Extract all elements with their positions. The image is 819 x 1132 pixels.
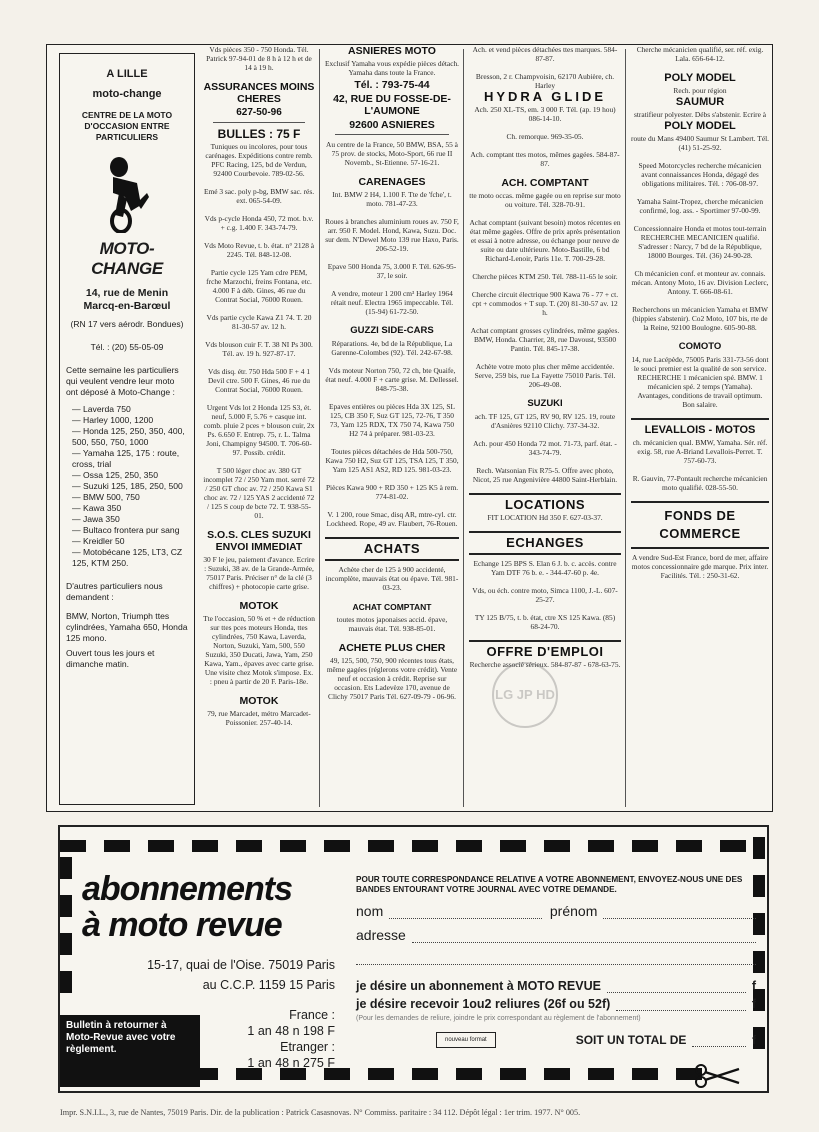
subscription-prices — [220, 1007, 335, 1071]
classified-ad: Vds partie cycle Kawa Z1 74. T. 20 81-30-57 av. 12 h. — [206, 313, 312, 331]
classified-ad: Partie cycle 125 Yam cdre PEM, frche Marzochi, freins Fontana, etc. 4.000 F à déb. Gines, 46 rue du Contrat Social, 76000 Rouen. — [206, 268, 312, 304]
classified-ad: Achète cher de 125 à 900 accidenté, incomplète, mauvais état ou épave. Tél. 981-03-23. — [325, 565, 459, 592]
ad-heading: MOTOK — [239, 600, 279, 612]
ccp-number: au C.C.P. 1159 15 Paris — [202, 978, 335, 992]
ad-heading: S.O.S. CLES SUZUKI ENVOI IMMEDIAT — [207, 529, 311, 553]
binder-note: (Pour les demandes de reliure, joindre le prix correspondant au règlement de l'abonnement) — [356, 1015, 641, 1022]
classified-ad: Rech. Watsonian Fix R75-5. Offre avec photo, Nicot, 25 rue Angenivière 44800 Saint-Herblain. — [472, 466, 618, 484]
etranger-price: 1 an 48 n 275 F — [247, 1056, 335, 1070]
classified-ad: 14, rue Lacépède, 75005 Paris 331-73-56 dont le souci premier est la qualité de son service. RECHERCHE 1 mécanicien spé. BMW. 1 mécanicien spé. 2 temps (Yamaha). Avantages, conditions de travail optimum. Bon salaire. — [631, 355, 769, 409]
total-label: SOIT UN TOTAL DE — [575, 1033, 687, 1047]
classified-ad: Rech. pour région — [673, 86, 727, 95]
classified-ad: Recherche associé sérieux. 584-87-87 - 678-63-75. — [469, 660, 621, 669]
subscription-title-line1: abonnements — [82, 870, 293, 908]
binder-option[interactable] — [356, 997, 756, 1011]
nouveau-format-badge: nouveau format — [436, 1032, 496, 1048]
ad-city: 92600 ASNIERES — [349, 119, 435, 131]
classified-ad: Cherche circuit électrique 900 Kawa 76 - 77 + ct. cpt + commodos + T sup. T. (20) 81-30-57 av. 12 h. — [471, 290, 619, 317]
ad-heading: CARENAGES — [358, 176, 426, 188]
list-item: — Bultaco frontera pur sang — [72, 525, 180, 535]
subscription-title-line2: à moto revue — [82, 906, 282, 944]
classified-ad: Vds moteur Norton 750, 72 ch, bte Quaife, état neuf. 4.000 F + carte grise. M. Dellessel. 848-75-38. — [325, 366, 459, 393]
classified-ad: Ach. et vend pièces détachées ttes marques. 584-87-87. — [472, 45, 618, 63]
list-item: — Honda 125, 250, 350, 400, 500, 550, 750, 1000 — [72, 426, 185, 447]
list-item: — Motobécane 125, LT3, CZ 125, KTM 250. — [72, 547, 183, 568]
classified-ad: T 500 léger choc av. 380 GT incomplet 72 / 250 Yam mot. serré 72 / 250 GT choc av. 72 / 250 Kawa S1 choc av. 72 / 125 YAS 2 accidenté 72 / 125 S coup de bcte 72. T. 938-55-01. — [203, 466, 315, 520]
adresse-field[interactable] — [412, 931, 756, 943]
classified-ad: Vds disq. étr. 750 Hda 500 F + 4 1 Devil ctre. 500 F. Gines, 46 rue du Contrat Social, 76000 Rouen. — [207, 367, 311, 394]
amount-field[interactable] — [607, 979, 746, 993]
classified-ad: Cherche mécanicien qualifié, ser. réf. exig. Lala. 656-64-12. — [636, 45, 764, 63]
ad-heading: MOTOK — [239, 695, 279, 707]
classified-ad: A vendre, moteur 1 200 cm³ Harley 1964 rétait neuf. Electra 1965 impeccable. Tél. (15-94) 61-72-50. — [330, 289, 454, 316]
binder-option-label: je désire recevoir 1ou2 reliures (26f ou 52f) — [356, 997, 611, 1011]
classified-ad: Toutes pièces détachées de Hda 500-750, Kawa 750 H2, Suz GT 125, TSA 125, T 350, Yam 125 AS1 AS2, RD 125. 981-03-23. — [325, 447, 459, 474]
classified-ad: TY 125 B/75, t. b. état, ctre XS 125 Kawa. (85) 68-24-70. — [474, 613, 616, 631]
ad-heading: ACH. COMPTANT — [501, 177, 589, 189]
classified-ad: route du Mans 49400 Saumur St Lambert. Tél. (41) 51-25-92. — [631, 134, 769, 152]
list-item: — Kreidler 50 — [72, 536, 125, 546]
classified-ad: Ach. comptant ttes motos, mêmes gagées. 584-87-87. — [470, 150, 620, 168]
amount-field[interactable] — [616, 997, 746, 1011]
scissors-icon — [693, 1063, 741, 1089]
classified-ad: Vds pièces 350 - 750 Honda. Tél. Patrick 97-94-01 de 8 h à 12 h et de 14 à 19 h. — [206, 45, 312, 72]
currency-label: f — [752, 1033, 756, 1047]
subscription-option[interactable] — [356, 979, 756, 993]
divider — [469, 640, 621, 642]
divider — [335, 134, 449, 135]
classified-ad: Ach. pour 450 Honda 72 mot. 71-73, parf. état. - 343-74-79. — [473, 439, 617, 457]
total-row — [356, 1032, 756, 1048]
classified-ad: tte moto occas. même gagée ou en reprise sur moto ou voiture. Tél. 328-70-91. — [469, 191, 621, 209]
classifieds-page — [46, 44, 773, 812]
ad-address — [66, 287, 188, 313]
ad-heading: ASNIERES MOTO — [348, 45, 436, 57]
ad-heading: SUZUKI — [527, 398, 563, 409]
column-2 — [203, 45, 315, 811]
ad-city: A LILLE — [106, 68, 148, 80]
adresse-label: adresse — [356, 927, 406, 943]
classified-ad: Recherchons un mécanicien Yamaha et BMW (hippies s'abstenir). Co2 Moto, 107 bis, rte de la Reine, 92100 Boulogne. 605-90-88. — [632, 305, 768, 332]
subscription-address — [120, 955, 335, 995]
classified-ad: Vds Moto Revue, t. b. état. n° 2128 à 2245. Tél. 848-12-08. — [203, 241, 315, 259]
ad-heading: ACHAT COMPTANT — [352, 602, 432, 612]
ad-route: (RN 17 vers aérodr. Bondues) — [70, 319, 184, 329]
cut-line-left — [60, 857, 74, 997]
classified-ad: Vds, ou éch. contre moto, Simca 1100, J.-L. 607-25-27. — [472, 586, 618, 604]
address-row-2 — [356, 953, 756, 965]
classified-ad: Achète votre moto plus cher même accidentée. Serve, 259 bis, rue La Fayette 75010 Paris. Tél. 206-49-08. — [474, 362, 616, 389]
classified-ad: 30 F le jeu, paiement d'avance. Ecrire : Suzuki, 38 av. de la Grande-Armée, 75017 Paris. Préciser n° de la clé (3 chiffres) + photocopie carte grise. — [203, 555, 315, 591]
subscription-option-label: je désire un abonnement à MOTO REVUE — [356, 979, 601, 993]
ad-bike-list — [66, 404, 188, 569]
classified-ad: R. Gauvin, 77-Pontault recherche mécanicien moto qualifié. 028-55-50. — [632, 474, 768, 492]
list-item: — BMW 500, 750 — [72, 492, 140, 502]
section-heading-echanges: ECHANGES — [506, 535, 584, 550]
column-5 — [631, 45, 769, 811]
classified-ad: Cherche pièces KTM 250. Tél. 788-11-65 le soir. — [472, 272, 618, 281]
classified-ad: Achat comptant (suivant besoin) motos récentes en état même gagées. Offre de prix après présentation et essai à notre adresse, ou échange pour neuve de suite ou date ultérieure. Moto-Bastille, 6 bd Richard-Lenoir, Paris 11e. T. 700-29-28. — [469, 218, 621, 263]
classified-ad: Roues à branches aluminium roues av. 750 F, arr. 950 F. Model. Hond, Kawa, Suzu. Doc. sur dem. N'Dewel Moto 139 rue Haxo, Paris. 206-52-19. — [325, 217, 459, 253]
ad-demand-list: BMW, Norton, Triumph ttes cylindrées, Yamaha 650, Honda 125 mono. — [66, 611, 188, 643]
divider — [631, 547, 769, 549]
nom-field[interactable] — [389, 907, 542, 919]
classified-ad: ach. TF 125, GT 125, RV 90, RV 125. 19, route d'Asnières 92110 Clichy. 737-34-32. — [474, 412, 616, 430]
subscription-coupon — [58, 825, 769, 1093]
address-row — [356, 927, 756, 943]
publisher-address: 15-17, quai de l'Oise. 75019 Paris — [147, 958, 335, 972]
classified-ad: ch. mécanicien qual. BMW, Yamaha. Sér. réf. exig. 58, rue A-Briand Levallois-Perret. T. 757-60-73. — [632, 438, 768, 465]
ad-heading: BULLES : 75 F — [217, 127, 301, 141]
classified-ad: Epaves entières ou pièces Hda 3X 125, SL 125, CB 350 F, Suz GT 125, 72-76, T 350 73, Yam 125 RDX, TX 750 74, Kawa 750 H2 74 à préparer. 981-03-23. — [328, 402, 456, 438]
classified-ad: Tte l'occasion, 50 % et + de réduction sur ttes pces moteurs Honda, ttes cylindrées, 750 Kawa, Laverda, Norton, Suzuki, Yam, 500, 550 Suzuki, 350 Ducati, Jawa, Yam, 250 Kawa, Yam., épaves avec carte grise. Une visite chez Motok s'impose. Ex. : pneu à partir de 20 F. Paris-18e. — [203, 614, 315, 686]
currency-label: f — [751, 979, 756, 993]
list-item: — Kawa 350 — [72, 503, 122, 513]
ad-heading: POLY MODEL — [664, 72, 736, 84]
subscription-title — [82, 871, 292, 943]
ad-heading: COMOTO — [678, 341, 722, 352]
france-label: France : — [289, 1008, 335, 1022]
section-heading-fonds-de-commerce: FONDS DE COMMERCE — [659, 508, 741, 541]
classified-ad: Ch. remorque. 969-35-05. — [506, 132, 584, 141]
france-price: 1 an 48 n 198 F — [247, 1024, 335, 1038]
list-item: — Ossa 125, 250, 350 — [72, 470, 158, 480]
classified-ad: Emé 3 sac. poly p-bg, BMW sac. rés. ext. 065-54-09. — [203, 187, 315, 205]
ad-address-line1: 14, rue de Menin — [85, 287, 169, 299]
divider — [213, 122, 305, 123]
classified-ad: Urgent Vds lot 2 Honda 125 S3, ét. neuf, 5.000 F, 5.76 + casque int. comb. pluie 2 pces + blouson cuir, 2x Ps. 6.650 F. Entrep. 75, r. L. Talma Joni, Champigny 94500. T. 706-60-97. Possib. crédit. — [203, 403, 315, 457]
ad-heading: GUZZI SIDE-CARS — [350, 325, 434, 336]
classified-ad: 49, 125, 500, 750, 900 récentes tous états, même gagées (réglerons votre crédit). Vente neuf et occasion à crédit. Reprise sur occasion. Ets Ladevèze 170, avenue de Clichy 75017 Paris Tél. 627-09-79 - 06-96. — [326, 656, 458, 701]
name-row — [356, 903, 756, 919]
currency-label: f — [751, 997, 756, 1011]
total — [576, 1033, 756, 1047]
divider — [325, 537, 459, 539]
ad-address-line2: Marcq-en-Barœul — [83, 300, 171, 312]
ad-demand-intro: D'autres particuliers nous demandent : — [66, 581, 163, 602]
ad-centre: CENTRE DE LA MOTO D'OCCASION ENTRE PARTICULIERS — [81, 110, 173, 142]
classified-ad: Tuniques ou incolores, pour tous carénages. Expéditions contre remb. PFC Racing, 125, bd de Verdun, 92400 Courbevoie. 789-02-56. — [205, 142, 313, 178]
classified-ad: Réparations. 4e, bd de la République, La Garenne-Colombes (92). Tél. 242-67-98. — [331, 339, 453, 357]
classified-ad: Vds blouson cuir F. T. 38 NI Ps 300. Tél. av. 19 h. 927-87-17. — [205, 340, 313, 358]
ad-phone: Tél. : 793-75-44 — [354, 79, 430, 91]
ad-phone: 627-50-96 — [236, 107, 282, 118]
bulletin-notice: Bulletin à retourner à Moto-Revue avec votre règlement. — [60, 1015, 200, 1087]
nom-label: nom — [356, 903, 384, 919]
classified-ad: Epave 500 Honda 75, 3.000 F. Tél. 626-95-37, le soir. — [327, 262, 457, 280]
divider — [469, 531, 621, 533]
imprint-footer: Impr. S.N.I.L., 3, rue de Nantes, 75019 Paris. Dir. de la publication : Patrick Casasnovas. N° Commiss. paritaire : 34 112. Dépôt légal : 1er trim. 1977. N° 005. — [60, 1108, 581, 1117]
classified-ad: Yamaha Saint-Tropez, cherche mécanicien confirmé, log. ass. - Sportimer 97-00-99. — [636, 197, 764, 215]
classified-ad: V. 1 200, roue Smac, disq AR, mtre-cyl. ctr. Lockheed. Rope, 49 av. Flaubert, 76-Rouen. — [326, 510, 458, 528]
total-field[interactable] — [692, 1033, 746, 1047]
ad-heading: ASSURANCES MOINS CHERES — [203, 81, 315, 105]
section-heading-offre-emploi: OFFRE D'EMPLOI — [486, 644, 604, 659]
correspondence-note: POUR TOUTE CORRESPONDANCE RELATIVE A VOTRE ABONNEMENT, ENVOYEZ-NOUS UNE DES BANDES ENTOURANT VOTRE JOURNAL AVEC VOTRE DEMANDE. — [356, 875, 743, 894]
ad-phone: Tél. : (20) 55-05-09 — [90, 342, 164, 352]
classified-ad: Achat comptant grosses cylindrées, même gagées. BMW, Honda. Charrier, 28, rue Davoust, 93500 Pantin. Tél. 845-17-38. — [470, 326, 620, 353]
classified-ad: Int. BMW 2 H4, 1.100 F. Tte de 'fche', t. moto. 781-47-23. — [332, 190, 452, 208]
classified-ad: toutes motos japonaises accid. épave, mauvais état. Tél. 938-85-01. — [336, 615, 448, 633]
column-3 — [325, 45, 459, 811]
subscription-form — [356, 875, 756, 1048]
classified-ad: Au centre de la France, 50 BMW, BSA, 55 à 75 prov. de stocks, Moto-Sport, 66 rue II Novemb., St-Etienne. 57-16-21. — [326, 140, 458, 167]
list-item: — Harley 1000, 1200 — [72, 415, 154, 425]
list-item: — Laverda 750 — [72, 404, 131, 414]
prenom-label: prénom — [549, 903, 598, 919]
moto-change-logo: MOTO-CHANGE — [91, 239, 163, 278]
ad-hours: Ouvert tous les jours et dimanche matin. — [66, 648, 155, 669]
watermark-logo — [490, 655, 560, 735]
prenom-field[interactable] — [603, 907, 756, 919]
ad-heading: ACHETE PLUS CHER — [338, 642, 446, 654]
classified-ad: Pièces Kawa 900 + RD 350 + 125 K5 à rem. 774-81-02. — [325, 483, 459, 501]
divider — [469, 493, 621, 495]
ad-heading: POLY MODEL — [664, 120, 736, 132]
ad-brand: moto-change — [92, 88, 162, 100]
classified-ad: A vendre Sud-Est France, bord de mer, affaire motos concessionnaire gde marque. Prix inter. Facilités. Tél. : 250-31-62. — [631, 553, 769, 580]
classified-ad: Ch mécanicien conf. et monteur av. connais. mécan. Antony Moto, 16 av. Division Leclerc, Antony. T. 666-08-61. — [631, 269, 769, 296]
column-divider — [319, 49, 320, 807]
classified-ad: Ach. 250 XL-TS, em. 3 000 F. Tél. (ap. 19 hou) 086-14-10. — [474, 105, 616, 123]
moto-change-ad — [59, 53, 195, 805]
classified-ad: 79, rue Marcadet, métro Marcadet-Poissonier. 257-40-14. — [207, 709, 311, 727]
ad-heading: SAUMUR — [675, 96, 725, 108]
section-heading-achats: ACHATS — [363, 541, 421, 556]
section-heading-locations: LOCATIONS — [504, 497, 586, 512]
watermark-text: LG JP HD — [495, 687, 555, 702]
classified-ad: Concessionnaire Honda et motos tout-terrain RECHERCHE MECANICIEN qualifié. S'adresser : Narcy, 7 bd de la République, 18000 Bourges. Tél. (36) 24-90-28. — [633, 224, 767, 260]
list-item: — Yamaha 125, 175 : route, cross, trial — [72, 448, 180, 469]
classified-ad: Vds p-cycle Honda 450, 72 mot. b.v. + c.g. 1.400 F. 343-74-79. — [204, 214, 314, 232]
divider — [631, 501, 769, 503]
cut-line-top — [60, 839, 771, 855]
classified-ad: Speed Motorcycles recherche mécanicien avant connaissances Honda, dégagé des obligations militaires. Tél. : 706-08-97. — [638, 161, 762, 188]
column-divider — [463, 49, 464, 807]
divider — [325, 559, 459, 561]
ad-heading: LEVALLOIS - MOTOS — [644, 424, 756, 436]
divider — [469, 553, 621, 555]
list-item: — Suzuki 125, 185, 250, 500 — [72, 481, 183, 491]
column-divider — [625, 49, 626, 807]
classified-ad: Exclusif Yamaha vous expédie pièces détach. Yamaha dans toute la France. — [325, 59, 459, 77]
classified-ad: Bresson, 2 r. Champvoisin, 62170 Aubière, ch. Harley — [475, 72, 615, 90]
classified-ad: stratifieur polyester. Débs s'abstenir. Ecrire à — [633, 110, 767, 119]
list-item: — Jawa 350 — [72, 514, 120, 524]
etranger-label: Etranger : — [280, 1040, 335, 1054]
adresse-field-2[interactable] — [356, 953, 756, 965]
ad-heading: HYDRA GLIDE — [483, 89, 607, 104]
ad-address: 42, RUE DU FOSSE-DE-L'AUMONE — [333, 93, 451, 117]
classified-ad: FIT LOCATION Hd 350 F. 627-03-37. — [487, 513, 603, 522]
classified-ad: Echange 125 BPS S. Elan 6 J. b. c. accès. contre Yam DTF 76 b. e. - 344-47-60 p. 4e. — [473, 559, 617, 577]
divider — [631, 418, 769, 420]
ad-intro: Cette semaine les particuliers qui veulent vendre leur moto ont déposé à Moto-Change : — [66, 365, 179, 397]
motorcycle-rider-icon — [97, 153, 157, 233]
